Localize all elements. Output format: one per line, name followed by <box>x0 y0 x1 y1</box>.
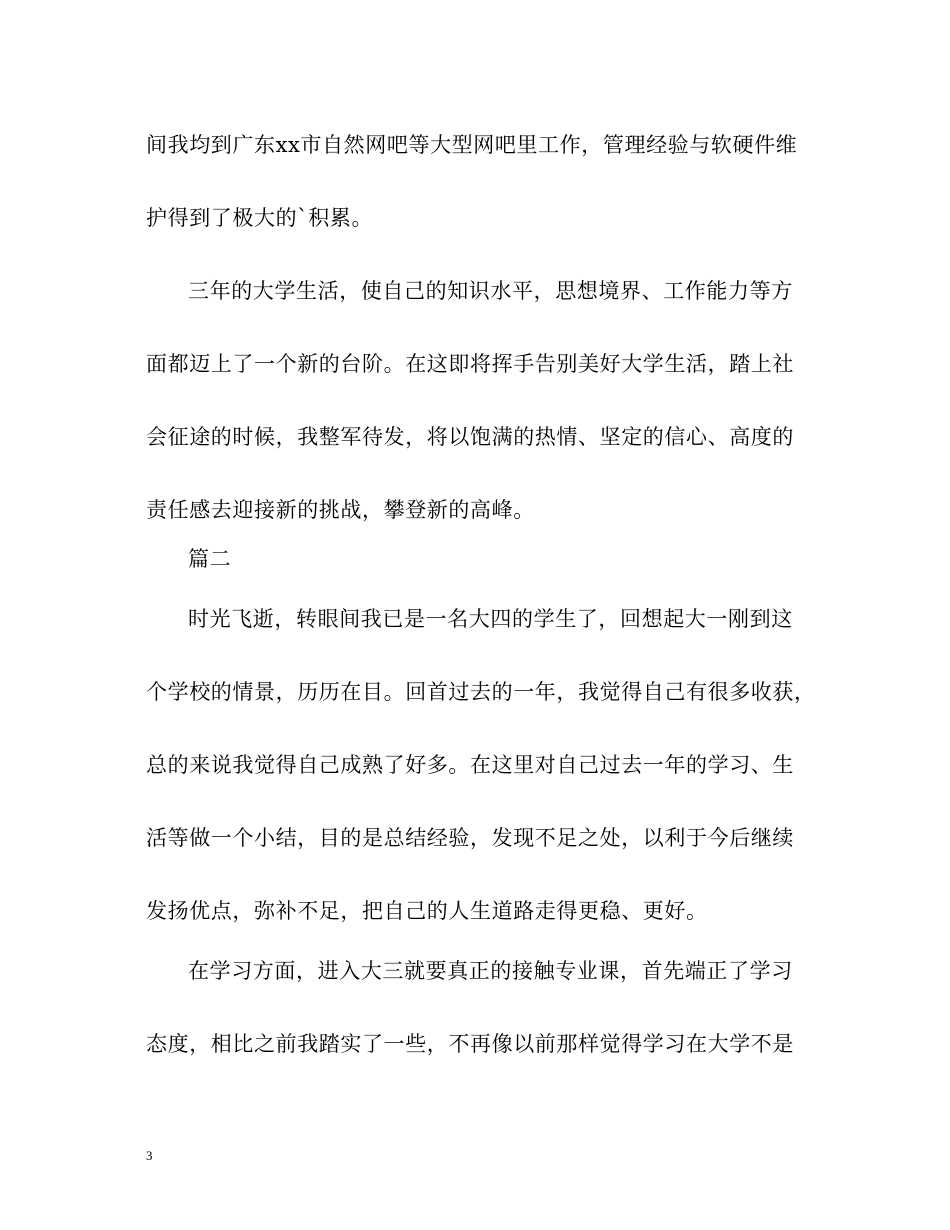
paragraph-line-9: 总的来说我觉得自己成熟了好多。在这里对自己过去一年的学习、生 <box>146 753 794 777</box>
paragraph-line-8: 个学校的情景，历历在目。回首过去的一年，我觉得自己有很多收获， <box>146 680 816 704</box>
paragraph-line-10: 活等做一个小结，目的是总结经验，发现不足之处，以利于今后继续 <box>146 826 794 850</box>
paragraph-line-3: 三年的大学生活，使自己的知识水平，思想境界、工作能力等方 <box>188 279 793 303</box>
paragraph-line-11: 发扬优点，弥补不足，把自己的人生道路走得更稳、更好。 <box>146 899 708 923</box>
paragraph-line-13: 态度，相比之前我踏实了一些，不再像以前那样觉得学习在大学不是 <box>146 1032 794 1056</box>
section-heading-part-two: 篇二 <box>188 547 232 571</box>
paragraph-line-5: 会征途的时候，我整军待发，将以饱满的热情、坚定的信心、高度的 <box>146 425 794 449</box>
paragraph-line-7: 时光飞逝，转眼间我已是一名大四的学生了，回想起大一刚到这 <box>188 607 793 631</box>
paragraph-line-12: 在学习方面，进入大三就要真正的接触专业课，首先端正了学习 <box>188 959 793 983</box>
paragraph-line-6: 责任感去迎接新的挑战，攀登新的高峰。 <box>146 498 535 522</box>
paragraph-line-1: 间我均到广东xx市自然网吧等大型网吧里工作，管理经验与软硬件维 <box>146 133 798 157</box>
page-number: 3 <box>146 1148 153 1163</box>
paragraph-line-4: 面都迈上了一个新的台阶。在这即将挥手告别美好大学生活，踏上社 <box>146 352 794 376</box>
paragraph-line-2: 护得到了极大的`积累。 <box>146 206 374 230</box>
